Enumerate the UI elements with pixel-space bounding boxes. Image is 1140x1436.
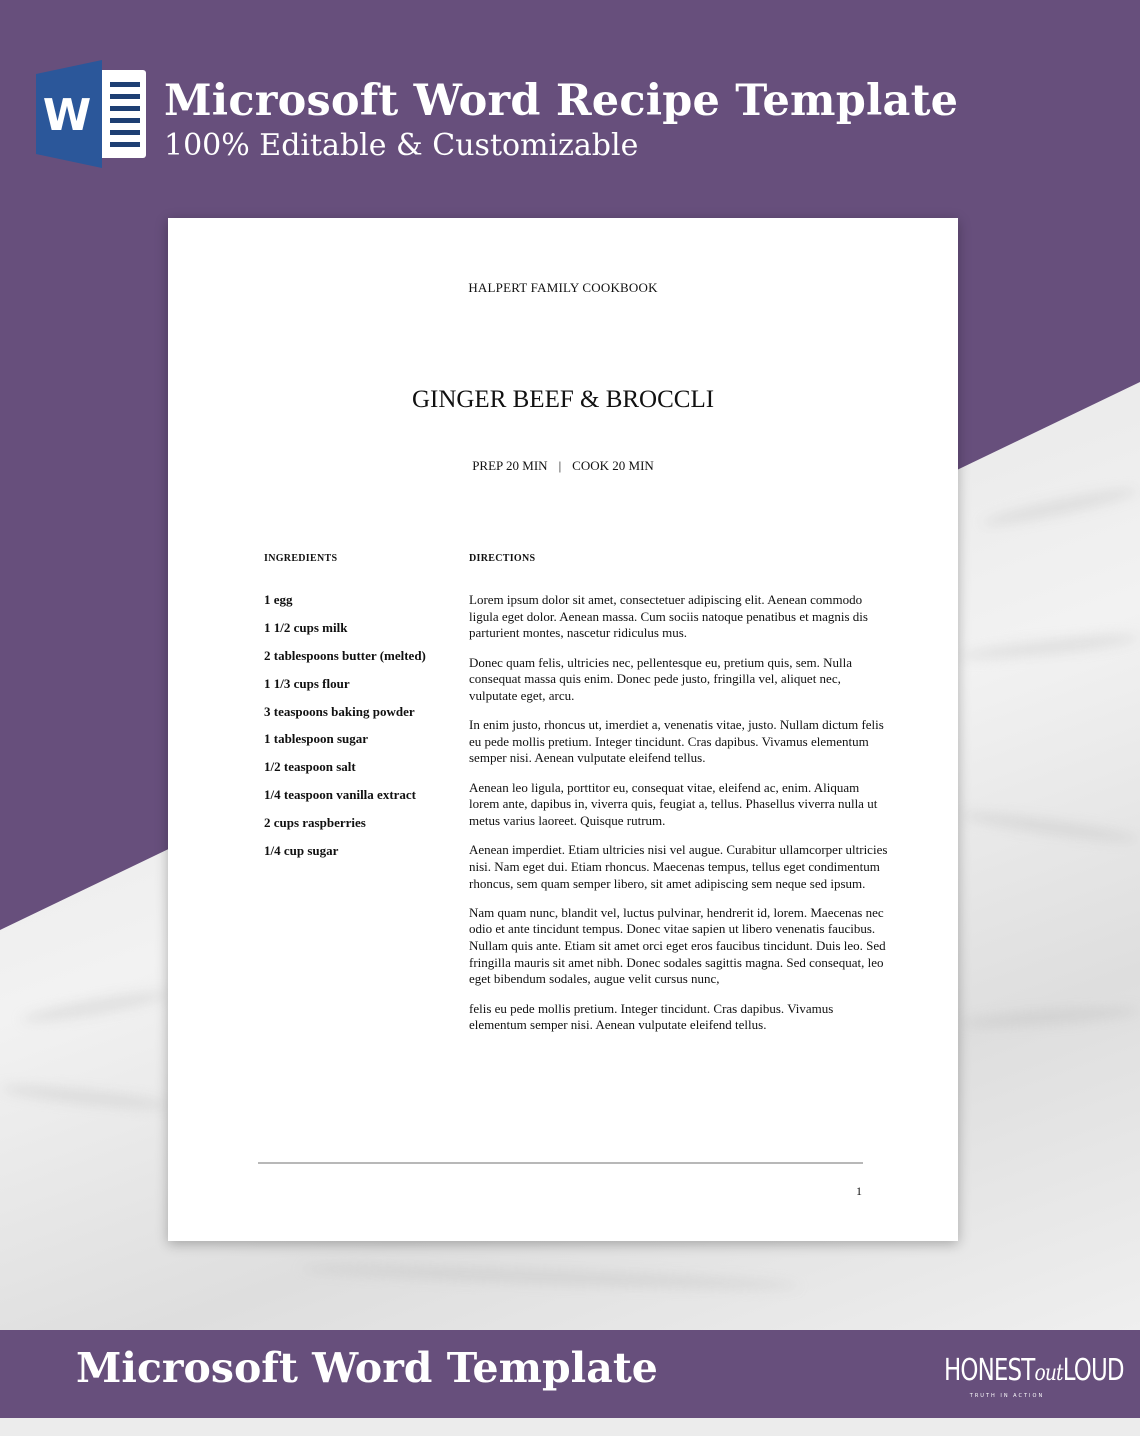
directions-text [469,592,889,1047]
footer-title: Microsoft Word Template [76,1344,658,1392]
direction-paragraph: felis eu pede mollis pretium. Integer tincidunt. Cras dapibus. Vivamus elementum semper nisi. Aenean vulputate eleifend tellus. [469,1000,834,1033]
marble-streak [980,484,1139,531]
bottom-strip [0,1418,1140,1436]
direction-paragraph: Lorem ipsum dolor sit amet, consectetuer adipiscing elit. Aenean commodo ligula eget dolor. Aenean massa. Cum sociis natoque penatibus et magnis dis parturient montes, nascetur ridiculus mus. [469,592,868,641]
time-separator: | [558,458,562,473]
ingredient-item: 1 1/2 cups milk [264,619,348,635]
page-number: 1 [856,1184,862,1198]
brand-tagline: TRUTH IN ACTION [969,1393,1045,1399]
brand-wordmark [944,1353,1124,1391]
ingredient-item: 1 egg [264,592,293,607]
brand-logo [944,1353,1124,1400]
recipe-times [168,458,958,474]
ingredient-item: 3 teaspoons baking powder [264,703,415,719]
cook-time: COOK 20 MIN [572,458,654,473]
direction-paragraph: Aenean leo ligula, porttitor eu, consequat vitae, eleifend ac, enim. Aliquam lorem ante, dapibus in, viverra quis, feugiat a, tellus. Phasellus viverra nulla ut metus varius laoreet. Quisque rutrum. [469,779,878,828]
direction-paragraph: Donec quam felis, ultricies nec, pellentesque eu, pretium quis, sem. Nulla consequat massa quis enim. Donec pede justo, fringilla vel, aliquet nec, vulputate eget, arcu. [469,654,853,703]
header-title: Microsoft Word Recipe Template [164,76,959,126]
prep-time: PREP 20 MIN [472,458,548,473]
marble-streak [960,631,1140,664]
ingredient-item: 1/4 teaspoon vanilla extract [264,787,417,803]
marble-streak [20,987,170,1027]
footer-divider [258,1162,863,1164]
word-icon-letter: W [42,90,92,141]
ingredient-item: 1 1/3 cups flour [264,675,350,691]
brand-part-loud: LOUD [1062,1353,1124,1388]
ingredient-item: 1 tablespoon sugar [264,731,369,747]
brand-part-honest: HONEST [944,1353,1035,1388]
ingredient-item: 2 cups raspberries [264,815,366,831]
header-subtitle: 100% Editable & Customizable [164,128,639,163]
direction-paragraph: In enim justo, rhoncus ut, imerdiet a, venenatis vitae, justo. Nullam dictum felis eu pede mollis pretium. Integer tincidunt. Cras dapibus. Vivamus elementum semper nisi. Aenean vulputate eleifend tellus. [469,717,884,766]
marble-streak [960,808,1140,847]
marble-streak [0,1081,170,1113]
cookbook-name: HALPERT FAMILY COOKBOOK [468,280,658,295]
brand-part-out: out [1034,1361,1063,1386]
word-icon [36,60,150,168]
direction-paragraph: Nam quam nunc, blandit vel, luctus pulvinar, hendrerit id, lorem. Maecenas nec odio et ante tincidunt tempus. Donec vitae sapien ut libero venenatis faucibus. Nullam quis ante. Etiam sit amet orci eget eros faucibus tincidunt. Duis leo. Sed fringilla mauris sit amet nibh. Donec sodales sagittis magna. Sed consequat, leo eget bibendum sodales, augue velit cursus nunc, [469,904,886,987]
marble-streak [300,1261,800,1292]
ingredients-heading: INGREDIENTS [264,553,338,564]
marble-streak [960,1004,1140,1031]
ingredient-item: 2 tablespoons butter (melted) [264,647,426,663]
ingredient-item: 1/2 teaspoon salt [264,759,356,775]
ingredient-item: 1/4 cup sugar [264,843,339,859]
recipe-title: GINGER BEEF & BROCCLI [411,386,715,413]
direction-paragraph: Aenean imperdiet. Etiam ultricies nisi vel augue. Curabitur ullamcorper ultricies nisi. Nam eget dui. Etiam rhoncus. Maecenas tempus, tellus eget condimentum rhoncus, sem quam semper libero, sit amet adipiscing sem neque sed ipsum. [469,842,888,891]
document-page[interactable] [168,218,958,1241]
ingredients-list [264,592,426,871]
directions-heading: DIRECTIONS [469,553,536,564]
